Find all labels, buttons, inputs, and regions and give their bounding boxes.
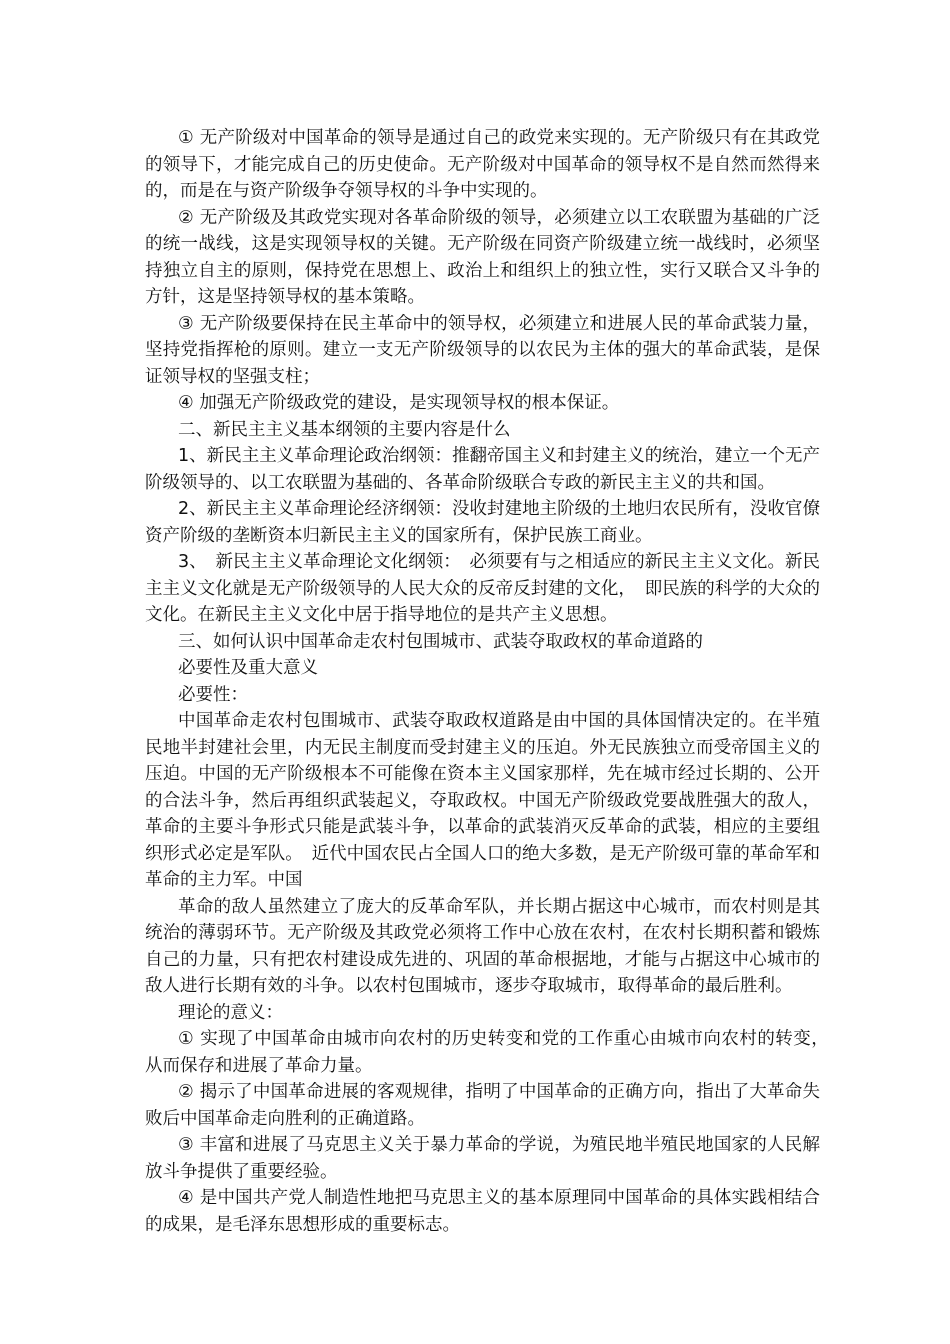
paragraph-political-program: 1、新民主主义革命理论政治纲领：推翻帝国主义和封建主义的统治，建立一个无产阶级领导的、以工农联盟为基础的、各革命阶级联合专政的新民主主义的共和国。 — [145, 446, 820, 493]
paragraph-cultural-program: 3、 新民主主义革命理论文化纲领： 必须要有与之相适应的新民主主义文化。新民主主义文化就是无产阶级领导的人民大众的反帝反封建的文化， 即民族的科学的大众的文化。在新民主主义文化中居于指导地位的是共产主义思想。 — [145, 552, 820, 625]
paragraph-leadership-4: ④ 加强无产阶级政党的建设，是实现领导权的根本保证。 — [178, 393, 620, 413]
section-heading-2: 二、新民主主义基本纲领的主要内容是什么 — [178, 419, 511, 440]
document-body — [145, 125, 838, 1238]
paragraph-leadership-1: ① 无产阶级对中国革命的领导是通过自己的政党来实现的。无产阶级只有在其政党的领导下，才能完成自己的历史使命。无产阶级对中国革命的领导权不是自然而然得来的，而是在与资产阶级争夺领导权的斗争中实现的。 — [145, 128, 820, 201]
subheading-significance: 理论的意义： — [178, 1002, 283, 1023]
section-heading-3: 三、如何认识中国革命走农村包围城市、武装夺取政权的革命道路的 — [178, 631, 703, 652]
paragraph-leadership-2: ② 无产阶级及其政党实现对各革命阶级的领导，必须建立以工农联盟为基础的广泛的统一战线，这是实现领导权的关键。无产阶级在同资产阶级建立统一战线时，必须坚持独立自主的原则，保持党在思想上、政治上和组织上的独立性，实行又联合又斗争的方针，这是坚持领导权的基本策略。 — [145, 207, 820, 307]
paragraph-significance-1: ① 实现了中国革命由城市向农村的历史转变和党的工作重心由城市向农村的转变， 从而保存和进展了革命力量。 — [145, 1029, 838, 1076]
paragraph-necessity-1: 中国革命走农村包围城市、武装夺取政权道路是由中国的具体国情决定的。在半殖民地半封建社会里，内无民主制度而受封建主义的压迫。外无民族独立而受帝国主义的压迫。中国的无产阶级根本不可能像在资本主义国家那样，先在城市经过长期的、公开的合法斗争，然后再组织武装起义，夺取政权。中国无产阶级政党要战胜强大的敌人，革命的主要斗争形式只能是武装斗争，以革命的武装消灭反革命的武装，相应的主要组织形式必定是军队。 近代中国农民占全国人口的绝大多数，是无产阶级可靠的革命军和革命的主力军。中国 — [145, 711, 820, 890]
paragraph-significance-3: ③ 丰富和进展了马克思主义关于暴力革命的学说，为殖民地半殖民地国家的人民解放斗争提供了重要经验。 — [145, 1135, 820, 1182]
paragraph-significance-2: ② 揭示了中国革命进展的客观规律，指明了中国革命的正确方向，指出了大革命失败后中国革命走向胜利的正确道路。 — [145, 1082, 820, 1129]
paragraph-significance-4: ④ 是中国共产党人制造性地把马克思主义的基本原理同中国革命的具体实践相结合的成果，是毛泽东思想形成的重要标志。 — [145, 1188, 820, 1235]
paragraph-economic-program: 2、新民主主义革命理论经济纲领：没收封建地主阶级的土地归农民所有，没收官僚资产阶级的垄断资本归新民主主义的国家所有，保护民族工商业。 — [145, 499, 820, 546]
paragraph-necessity-2: 革命的敌人虽然建立了庞大的反革命军队，并长期占据这中心城市，而农村则是其统治的薄弱环节。无产阶级及其政党必须将工作中心放在农村，在农村长期积蓄和锻炼自己的力量，只有把农村建设成先进的、巩固的革命根据地，才能与占据这中心城市的敌人进行长期有效的斗争。以农村包围城市，逐步夺取城市，取得革命的最后胜利。 — [145, 896, 820, 996]
section-heading-3-continued: 必要性及重大意义 — [178, 658, 318, 678]
subheading-necessity: 必要性： — [178, 684, 248, 705]
paragraph-leadership-3: ③ 无产阶级要保持在民主革命中的领导权，必须建立和进展人民的革命武装力量，坚持党指挥枪的原则。建立一支无产阶级领导的以农民为主体的强大的革命武装，是保证领导权的坚强支柱； — [145, 313, 820, 387]
